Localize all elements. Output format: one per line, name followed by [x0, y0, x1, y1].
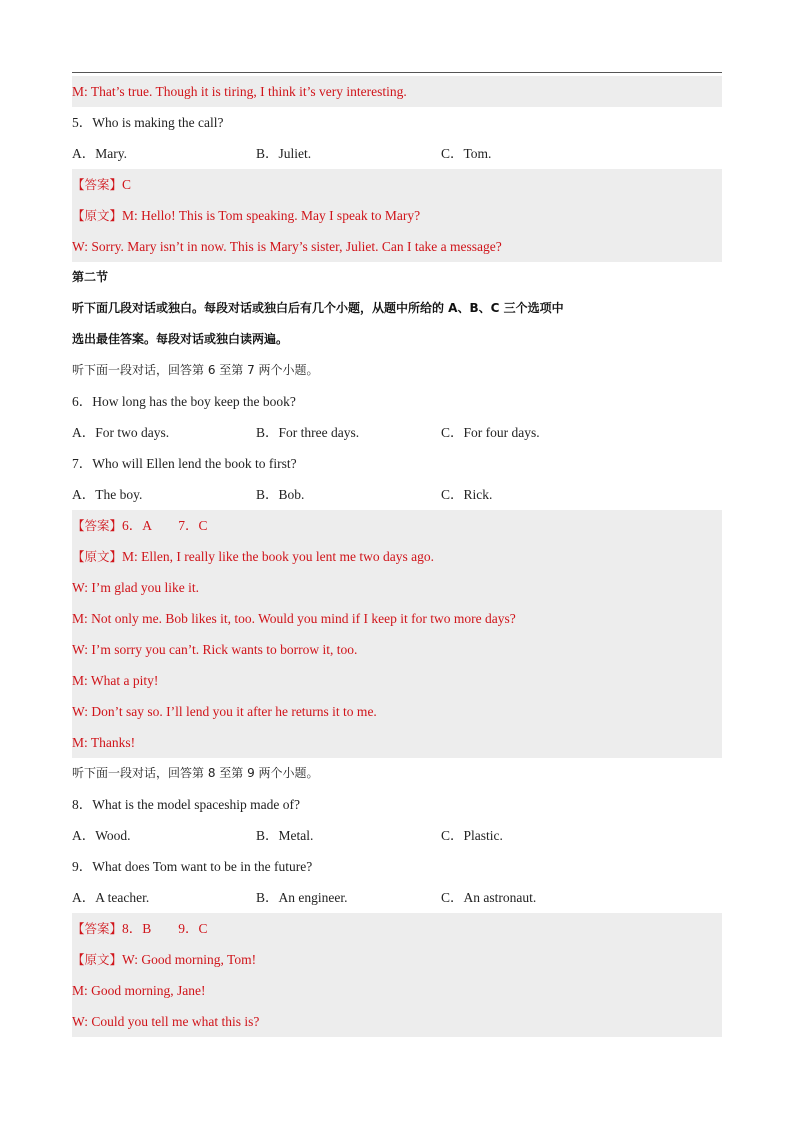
transcript-text: W: I’m glad you like it. — [72, 580, 199, 595]
transcript-text: M: Thanks! — [72, 735, 136, 750]
original-8-9 — [72, 944, 722, 975]
option-a: A．For two days. — [72, 425, 170, 440]
transcript-text: W: Good morning, Tom! — [122, 952, 257, 967]
dialogue-intro-6-7 — [72, 355, 722, 386]
option-c: C．An astronaut. — [441, 890, 537, 905]
question-9 — [72, 851, 722, 882]
instructions-text: 听下面几段对话或独白。每段对话或独白后有几个小题，从题中所给的 A、B、C 三个选项中 — [72, 301, 564, 315]
transcript-text: W: I’m sorry you can’t. Rick wants to borrow it, too. — [72, 642, 358, 657]
question-text: 7．Who will Ellen lend the book to first? — [72, 456, 297, 471]
answer-6-7 — [72, 510, 722, 541]
transcript-text: W: Could you tell me what this is? — [72, 1014, 260, 1029]
transcript-text: M: Ellen, I really like the book you lent me two days ago. — [122, 549, 434, 564]
dialogue-intro-text: 听下面一段对话，回答第 8 至第 9 两个小题。 — [72, 766, 319, 780]
option-c: C．For four days. — [441, 425, 540, 440]
answer-5 — [72, 169, 722, 200]
dialogue-intro-text: 听下面一段对话，回答第 6 至第 7 两个小题。 — [72, 363, 319, 377]
transcript-text: M: Good morning, Jane! — [72, 983, 206, 998]
transcript-line — [72, 634, 722, 665]
option-c: C．Tom. — [441, 146, 492, 161]
transcript-line — [72, 603, 722, 634]
transcript-line — [72, 975, 722, 1006]
option-a: A．Mary. — [72, 146, 127, 161]
dialogue-intro-8-9 — [72, 758, 722, 789]
question-6 — [72, 386, 722, 417]
transcript-text: M: Hello! This is Tom speaking. May I speak to Mary? — [122, 208, 421, 223]
transcript-text: W: Don’t say so. I’ll lend you it after he returns it to me. — [72, 704, 377, 719]
section-title: 第二节 — [72, 270, 109, 284]
option-b: B．For three days. — [256, 425, 360, 440]
question-text: 6．How long has the boy keep the book? — [72, 394, 296, 409]
option-a: A．A teacher. — [72, 890, 150, 905]
transcript-text: W: Sorry. Mary isn’t in now. This is Mary’s sister, Juliet. Can I take a message? — [72, 239, 502, 254]
question-text: 5．Who is making the call? — [72, 115, 224, 130]
original-tag: 【原文】 — [72, 549, 123, 564]
option-b: B．Juliet. — [256, 146, 312, 161]
option-a: A．Wood. — [72, 828, 131, 843]
transcript-text: M: Not only me. Bob likes it, too. Would you mind if I keep it for two more days? — [72, 611, 516, 626]
transcript-line — [72, 572, 722, 603]
question-8 — [72, 789, 722, 820]
answer-8-9 — [72, 913, 722, 944]
original-tag: 【原文】 — [72, 208, 123, 223]
question-text: 9．What does Tom want to be in the future? — [72, 859, 313, 874]
answer-value: 8．B 9．C — [122, 921, 208, 936]
transcript-line — [72, 727, 722, 758]
instructions-line-2 — [72, 324, 722, 355]
answer-tag: 【答案】 — [72, 921, 123, 936]
transcript-line — [72, 76, 722, 107]
instructions-line-1 — [72, 293, 722, 324]
answer-value: 6．A 7．C — [122, 518, 208, 533]
question-6-options — [72, 417, 722, 448]
option-b: B．Metal. — [256, 828, 314, 843]
answer-value: C — [122, 177, 132, 192]
question-text: 8．What is the model spaceship made of? — [72, 797, 300, 812]
transcript-line — [72, 231, 722, 262]
transcript-line — [72, 1006, 722, 1037]
instructions-text: 选出最佳答案。每段对话或独白读两遍。 — [72, 332, 289, 346]
original-6-7 — [72, 541, 722, 572]
question-5-options — [72, 138, 722, 169]
transcript-line — [72, 696, 722, 727]
question-9-options — [72, 882, 722, 913]
question-7-options — [72, 479, 722, 510]
section-heading — [72, 262, 722, 293]
original-tag: 【原文】 — [72, 952, 123, 967]
header-rule — [72, 72, 722, 73]
document-body — [72, 76, 722, 1037]
original-5 — [72, 200, 722, 231]
question-7 — [72, 448, 722, 479]
option-a: A．The boy. — [72, 487, 143, 502]
transcript-text: M: That’s true. Though it is tiring, I think it’s very interesting. — [72, 84, 407, 99]
question-8-options — [72, 820, 722, 851]
answer-tag: 【答案】 — [72, 177, 123, 192]
option-b: B．Bob. — [256, 487, 305, 502]
option-c: C．Plastic. — [441, 828, 503, 843]
question-5 — [72, 107, 722, 138]
transcript-line — [72, 665, 722, 696]
option-b: B．An engineer. — [256, 890, 348, 905]
transcript-text: M: What a pity! — [72, 673, 159, 688]
answer-tag: 【答案】 — [72, 518, 123, 533]
option-c: C．Rick. — [441, 487, 493, 502]
